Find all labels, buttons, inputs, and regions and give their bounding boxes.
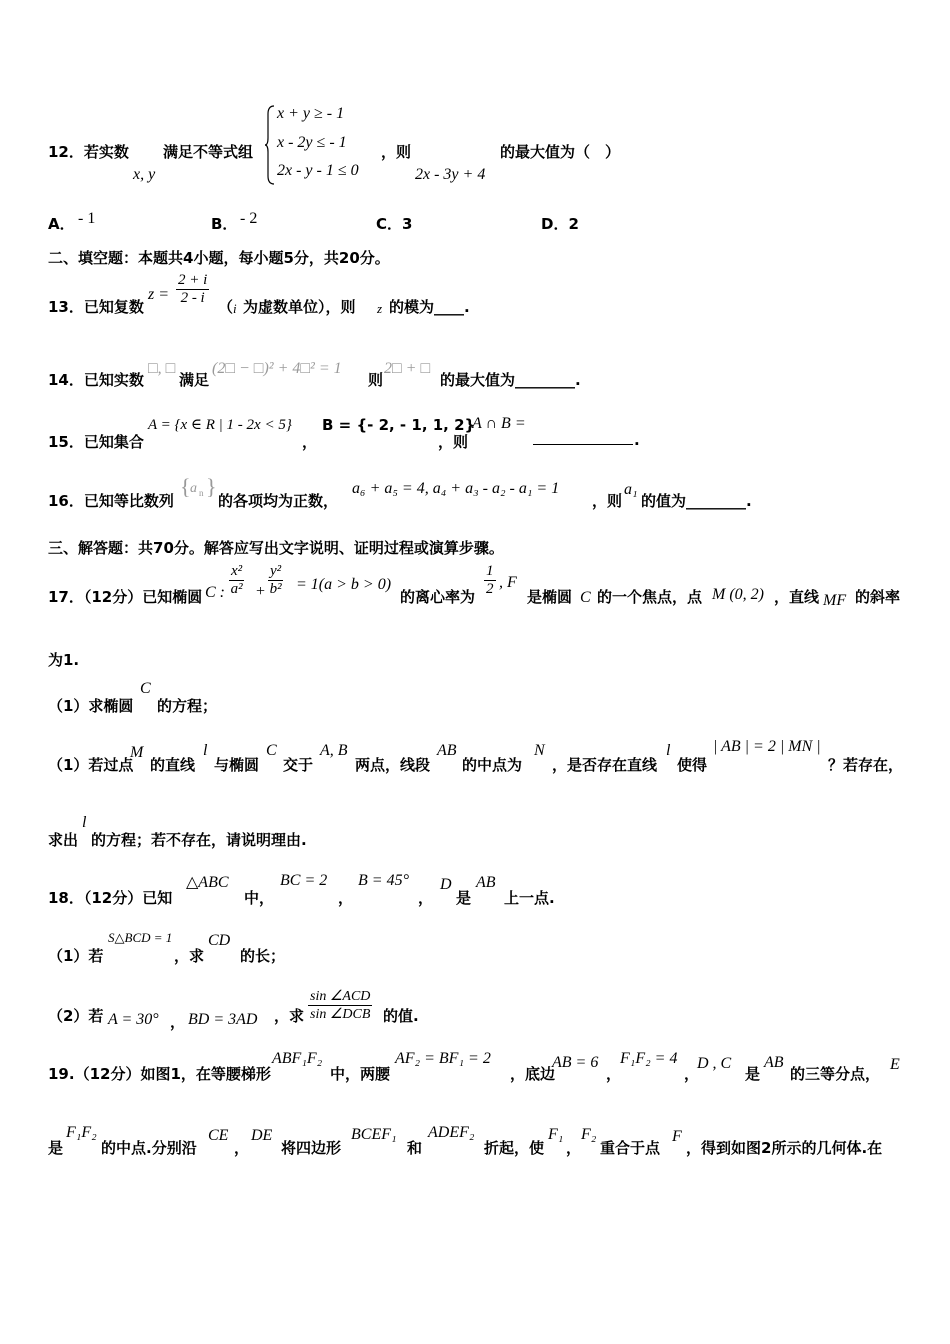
q13-denominator: 2 - i [180, 290, 205, 306]
q12-ineq-2: x - 2y ≤ - 1 [277, 134, 347, 151]
q17-part1-c: C [140, 680, 151, 697]
q12-ineq-3: 2x - y - 1 ≤ 0 [277, 162, 359, 179]
q18-part2-denominator: sin ∠DCB [310, 1007, 371, 1022]
q12-stem-c: ，则 [381, 143, 412, 161]
q17-condition: = 1(a > b > 0) [296, 576, 392, 593]
q19-line2-b: 的中点.分别沿 [101, 1139, 197, 1157]
q12-stem-a: 12．若实数 [48, 143, 129, 161]
q19-f1f2: F₁F₂ = 4 [620, 1050, 678, 1067]
q17-a2: a² [230, 581, 243, 597]
q13-post: 的模为____. [389, 298, 470, 316]
q19-line2-a: 是 [48, 1139, 64, 1157]
q18-mid2: 是 [456, 889, 472, 907]
q17-part2-h: 使得 [677, 756, 708, 774]
q12-stem-b: 满足不等式组 [163, 143, 254, 161]
q18-part1-area: S△BCD = 1 [108, 930, 173, 945]
q12-stem-d: 的最大值为（ ） [500, 143, 621, 161]
q17-f: , F [499, 574, 517, 591]
q12-option-a-value: - 1 [78, 210, 96, 227]
q18-part1-pre: （1）若 [48, 947, 104, 965]
q17-mid: 的离心率为 [400, 588, 476, 606]
q17-frac-x [229, 563, 244, 598]
q14-post: 的最大值为________. [440, 371, 581, 389]
q17-part2-l2: l [666, 742, 671, 759]
q17-x2: x² [231, 563, 243, 579]
q13-pre: 13．已知复数 [48, 298, 144, 316]
q12-option-a-label: A． [48, 215, 75, 233]
q19-line2-ce: CE [208, 1127, 229, 1144]
q12-option-b-value: - 2 [240, 210, 258, 227]
q19-line2-d: 将四边形 [281, 1139, 342, 1157]
q18-part2-a: A = 30° [108, 1011, 159, 1028]
q14-pre: 14．已知实数 [48, 371, 144, 389]
q13-z-equals: z = [148, 286, 170, 303]
q18-bc: BC = 2 [280, 872, 328, 889]
q16-brace-right: } [206, 474, 217, 499]
q18-part2-bd: BD = 3AD [188, 1011, 258, 1028]
q19-comma-1: ， [606, 1065, 622, 1083]
q12-vars: x, y [133, 166, 156, 183]
q18-comma-2: ， [418, 889, 434, 907]
q18-part2-pre: （2）若 [48, 1007, 104, 1025]
q19-line2-e: 和 [407, 1139, 423, 1157]
q15-pre: 15．已知集合 [48, 433, 144, 451]
q17-part2-b: 的直线 [150, 756, 196, 774]
q19-e: E [890, 1056, 900, 1073]
q13-z: z [377, 301, 383, 316]
q17-half-num: 1 [486, 563, 494, 579]
q16-pre: 16．已知等比数列 [48, 492, 174, 510]
q15-post: . [634, 431, 640, 449]
q17-part2-n: N [534, 742, 545, 759]
q17-part2-e: 两点，线段 [355, 756, 431, 774]
q19-line2-adef: ADEF₂ [428, 1124, 475, 1141]
q19-mid2: ，底边 [510, 1065, 556, 1083]
q14-condition: (2□ − □)² + 4□² = 1 [212, 360, 342, 377]
q18-comma-1: ， [338, 889, 354, 907]
q15-set-b: B = {- 2, - 1, 1, 2} [322, 416, 476, 434]
q14-expr: 2□ + □ [384, 360, 431, 377]
q17-half-den: 2 [486, 581, 494, 597]
q18-d: D [440, 876, 452, 893]
q16-brace-left: { [180, 474, 191, 499]
q12-expr: 2x - 3y + 4 [415, 166, 486, 183]
q19-line2-f1f2: F₁F₂ [66, 1124, 97, 1141]
q13-mid2: 为虚数单位），则 [243, 298, 356, 316]
q19-ab2: AB [764, 1054, 784, 1071]
q17-mf: MF [823, 592, 847, 609]
q19-comma-2: ， [684, 1065, 700, 1083]
q17-part2-g: ，是否存在直线 [552, 756, 658, 774]
q17-mid2: 是椭圆 [527, 588, 573, 606]
q17-frac-y [268, 563, 283, 598]
q19-dc: D , C [697, 1055, 732, 1072]
q17-plus: + [256, 583, 266, 600]
q16-condition: a₆ + a₅ = 4, a₄ + a₃ - a₂ - a₁ = 1 [352, 480, 560, 497]
q16-mid: 的各项均为正数， [218, 492, 339, 510]
q19-line2-c: ， [234, 1139, 250, 1157]
q18-part2-mid: ，求 [274, 1007, 305, 1025]
q16-seq: a [190, 481, 197, 496]
q18-part2-ratio [308, 988, 372, 1023]
q19-line2-f1: F₁ [548, 1126, 564, 1143]
q17-post: 的斜率 [855, 588, 901, 606]
q18-post: 上一点. [504, 889, 555, 907]
q15-answer-blank [533, 430, 633, 445]
q17-part2-d: 交于 [283, 756, 314, 774]
q13-i: i [233, 301, 237, 316]
q14-mid2: 则 [368, 371, 384, 389]
q17-part2-c: 与椭圆 [214, 756, 260, 774]
q19-line2-g: ， [566, 1139, 582, 1157]
q15-set-a: A = {x ∈ R | 1 - 2x < 5} [148, 417, 292, 433]
q18-part1-cd: CD [208, 932, 231, 949]
q16-a1: a₁ [624, 481, 638, 498]
q17-part2-f: 的中点为 [462, 756, 523, 774]
q12-system-brace [264, 104, 276, 186]
q19-mid: 中，两腰 [330, 1065, 391, 1083]
q13-numerator: 2 + i [178, 272, 208, 288]
q19-line2-f: 折起，使 [484, 1139, 545, 1157]
q18-ab: AB [476, 874, 496, 891]
q19-line2-de: DE [251, 1127, 273, 1144]
q18-part2-post: 的值. [383, 1007, 419, 1025]
q17-line2: 为1. [48, 651, 80, 669]
q19-trapezoid: ABF₁F₂ [272, 1050, 323, 1067]
q15-mid: ，则 [438, 433, 469, 451]
q12-option-c: C．3 [376, 215, 413, 233]
q18-mid: 中， [244, 889, 275, 907]
section-2-heading: 二、填空题：本题共4小题，每小题5分，共20分。 [48, 249, 390, 267]
q17-part1-pre: （1）求椭圆 [48, 697, 134, 715]
q19-mid4: 的三等分点， [790, 1065, 881, 1083]
q12-option-d: D．2 [541, 215, 579, 233]
q15-expr: A ∩ B = [472, 415, 526, 432]
q17-mid4: ，直线 [774, 588, 820, 606]
q17-part2-eq: | AB | = 2 | MN | [713, 738, 821, 755]
q17-part2-l: l [203, 742, 208, 759]
q17-c2: C [580, 589, 591, 606]
q17-part2-i: ？若存在， [828, 756, 904, 774]
q17-part2-curve: C [266, 742, 277, 759]
q17-part2-line2a: 求出 [48, 831, 79, 849]
q18-triangle: △ABC [186, 874, 229, 891]
q18-pre: 18．（12分）已知 [48, 889, 173, 907]
q18-b-angle: B = 45° [358, 872, 409, 889]
q19-ab: AB = 6 [552, 1054, 599, 1071]
q13-mid: （ [218, 298, 234, 316]
q17-mid3: 的一个焦点，点 [597, 588, 703, 606]
q19-legs: AF₂ = BF₁ = 2 [395, 1050, 491, 1067]
q17-part2-m: M [130, 744, 144, 761]
q19-line2-i: ，得到如图2所示的几何体.在 [686, 1139, 883, 1157]
q18-part1-mid: ，求 [174, 947, 205, 965]
q18-part1-post: 的长； [240, 947, 286, 965]
section-3-heading: 三、解答题：共70分。解答应写出文字说明、证明过程或演算步骤。 [48, 539, 504, 557]
q14-mid: 满足 [179, 371, 210, 389]
q18-part2-numerator: sin ∠ACD [310, 989, 371, 1004]
q17-part2-line2b: 的方程；若不存在，请说明理由. [91, 831, 307, 849]
q16-seq-sub: n [199, 488, 204, 498]
q16-post: 的值为________. [641, 492, 752, 510]
q17-part2-ab2: AB [437, 742, 457, 759]
q18-part2-comma: ， [170, 1013, 186, 1031]
q17-eccentricity [484, 563, 496, 598]
q19-mid3: 是 [745, 1065, 761, 1083]
q13-fraction [176, 272, 209, 307]
q19-line2-f: F [672, 1128, 682, 1145]
q19-line2-bcef: BCEF₁ [351, 1126, 397, 1143]
q17-part2-ab: A, B [320, 742, 348, 759]
q12-ineq-1: x + y ≥ - 1 [277, 105, 345, 122]
q17-y2: y² [270, 563, 282, 579]
q17-c: C : [205, 584, 225, 601]
q17-part2-l3: l [82, 814, 87, 831]
q19-pre: 19.（12分）如图1，在等腰梯形 [48, 1065, 271, 1083]
q19-line2-h: 重合于点 [600, 1139, 661, 1157]
q17-part1-post: 的方程； [157, 697, 218, 715]
q17-part2-a: （1）若过点 [48, 756, 134, 774]
q19-line2-f2: F₂ [581, 1126, 597, 1143]
q17-point-m: M (0, 2) [712, 586, 764, 603]
q16-mid2: ，则 [592, 492, 623, 510]
q14-vars: □, □ [148, 360, 176, 377]
q15-comma: ， [302, 433, 318, 451]
q17-b2: b² [269, 581, 282, 597]
q17-pre: 17．（12分）已知椭圆 [48, 588, 203, 606]
q12-option-b-label: B． [211, 215, 238, 233]
